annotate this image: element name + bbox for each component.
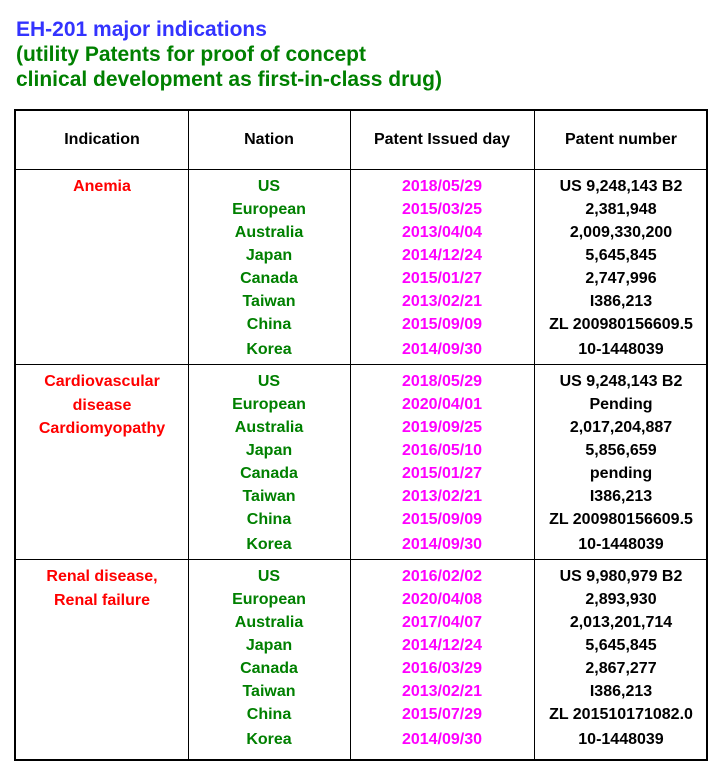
indication-cell (16, 370, 188, 441)
header-issued-day: Patent Issued day (373, 131, 511, 148)
patent-number-cell: 2,013,201,714 (569, 614, 673, 631)
nation-cell: Australia (234, 224, 304, 241)
patent-number-cell: ZL 201510171082.0 (549, 706, 693, 723)
title-line-3: clinical development as first-in-class drug) (16, 68, 442, 91)
patent-number-cell: 2,747,996 (585, 270, 657, 287)
issued-day-cell: 2020/04/08 (401, 591, 483, 608)
page-title (16, 17, 442, 92)
issued-day-cell: 2013/02/21 (401, 683, 483, 700)
nation-cell: Australia (234, 614, 304, 631)
issued-day-cell: 2016/05/10 (401, 442, 483, 459)
patent-number-cell: 10-1448039 (578, 341, 664, 358)
issued-day-cell: 2018/05/29 (401, 373, 483, 390)
patent-number-cell: 2,017,204,887 (569, 419, 673, 436)
issued-day-cell: 2016/03/29 (401, 660, 483, 677)
indication-label: Renal failure (53, 591, 151, 609)
nation-cell: Taiwan (242, 293, 296, 310)
issued-day-cell: 2018/05/29 (401, 178, 483, 195)
nation-cell: European (232, 201, 306, 218)
indication-cell (16, 175, 188, 199)
nation-cell: Canada (240, 660, 298, 677)
nation-cell: European (232, 591, 306, 608)
nation-cell: China (246, 511, 292, 528)
header-divider (16, 169, 706, 170)
patent-number-cell: 2,381,948 (585, 201, 657, 218)
patent-number-cell: 2,893,930 (585, 591, 657, 608)
issued-day-cell: 2017/04/07 (401, 614, 483, 631)
title-line-1: EH-201 major indications (16, 18, 267, 41)
patent-number-cell: ZL 200980156609.5 (549, 316, 693, 333)
patent-number-cell: US 9,248,143 B2 (559, 373, 683, 390)
nation-cell: US (257, 373, 281, 390)
group-divider (16, 364, 706, 365)
header-nation: Nation (244, 131, 294, 148)
nation-cell: Japan (245, 637, 293, 654)
title-line-2: (utility Patents for proof of concept (16, 43, 366, 66)
header-indication: Indication (64, 131, 140, 148)
nation-cell: Taiwan (242, 488, 296, 505)
patent-number-cell: ZL 200980156609.5 (549, 511, 693, 528)
issued-day-cell: 2015/01/27 (401, 465, 483, 482)
issued-day-cell: 2015/09/09 (401, 511, 483, 528)
issued-day-cell: 2013/04/04 (401, 224, 483, 241)
patent-number-cell: 2,867,277 (585, 660, 657, 677)
indication-cell (16, 565, 188, 612)
indication-label: Renal disease, (46, 568, 158, 585)
patent-number-cell: 10-1448039 (578, 536, 664, 553)
issued-day-cell: 2014/12/24 (401, 247, 483, 264)
nation-cell: Korea (246, 536, 292, 553)
nation-cell: Australia (234, 419, 304, 436)
patent-number-cell: I386,213 (589, 293, 653, 310)
issued-day-cell: 2014/09/30 (401, 341, 483, 358)
patent-number-cell: I386,213 (589, 488, 653, 505)
issued-day-cell: 2014/12/24 (401, 637, 483, 654)
patent-number-cell: 5,645,845 (585, 637, 657, 654)
patent-table (14, 109, 708, 761)
nation-cell: Korea (246, 731, 292, 748)
patent-number-cell: US 9,980,979 B2 (559, 568, 683, 585)
nation-cell: Korea (246, 341, 292, 358)
indication-label: Cardiovascular (44, 373, 160, 390)
header-patent-number: Patent number (564, 131, 677, 148)
issued-day-cell: 2014/09/30 (401, 536, 483, 553)
group-divider (16, 559, 706, 560)
nation-cell: Canada (240, 465, 298, 482)
patent-number-cell: Pending (589, 396, 653, 413)
issued-day-cell: 2014/09/30 (401, 731, 483, 748)
issued-day-cell: 2019/09/25 (401, 419, 483, 436)
issued-day-cell: 2015/03/25 (401, 201, 483, 218)
nation-cell: Japan (245, 247, 293, 264)
nation-cell: US (257, 178, 281, 195)
patent-number-cell: pending (589, 465, 653, 482)
nation-cell: Taiwan (242, 683, 296, 700)
issued-day-cell: 2013/02/21 (401, 293, 483, 310)
issued-day-cell: 2020/04/01 (401, 396, 483, 413)
issued-day-cell: 2015/09/09 (401, 316, 483, 333)
nation-cell: European (232, 396, 306, 413)
nation-cell: China (246, 316, 292, 333)
nation-cell: Canada (240, 270, 298, 287)
indication-label: Anemia (73, 178, 131, 195)
issued-day-cell: 2013/02/21 (401, 488, 483, 505)
nation-cell: US (257, 568, 281, 585)
indication-label: disease (72, 396, 132, 414)
patent-number-cell: I386,213 (589, 683, 653, 700)
patent-number-cell: US 9,248,143 B2 (559, 178, 683, 195)
issued-day-cell: 2015/07/29 (401, 706, 483, 723)
indication-label: Cardiomyopathy (38, 420, 166, 437)
patent-number-cell: 2,009,330,200 (569, 224, 673, 241)
issued-day-cell: 2015/01/27 (401, 270, 483, 287)
patent-number-cell: 10-1448039 (578, 731, 664, 748)
issued-day-cell: 2016/02/02 (401, 568, 483, 585)
nation-cell: China (246, 706, 292, 723)
patent-number-cell: 5,645,845 (585, 247, 657, 264)
patent-number-cell: 5,856,659 (585, 442, 657, 459)
nation-cell: Japan (245, 442, 293, 459)
